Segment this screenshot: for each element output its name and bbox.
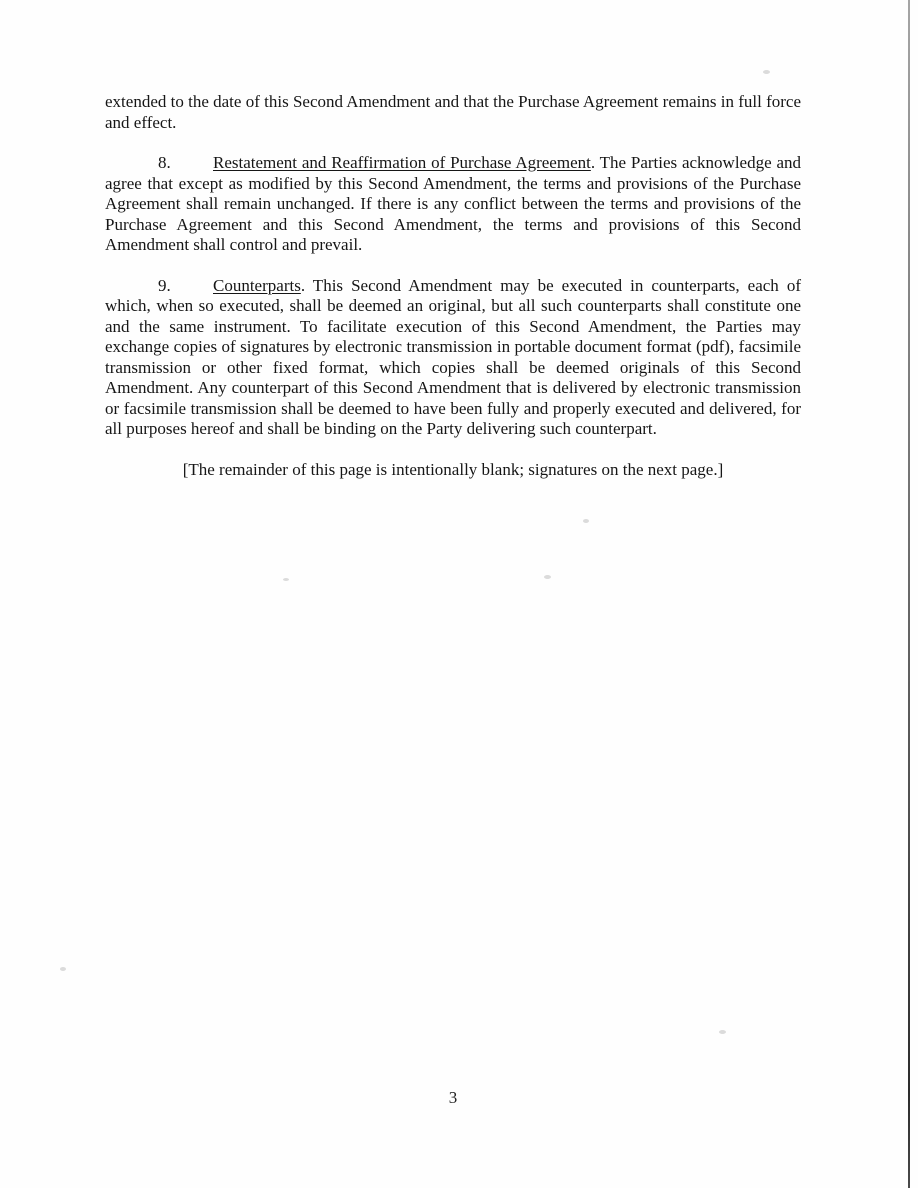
scan-edge-line: [908, 0, 910, 1188]
section-8-paragraph: [105, 153, 801, 256]
scan-speck: [719, 1030, 726, 1034]
section-8-number: 8.: [158, 153, 171, 172]
section-9-number: 9.: [158, 275, 171, 295]
section-9-paragraph: [105, 276, 801, 440]
scan-speck: [544, 575, 551, 579]
section-8-heading: Restatement and Reaffirmation of Purchase Agreement: [213, 153, 591, 172]
page-number: 3: [448, 1088, 458, 1107]
document-text-block: [105, 92, 801, 500]
continuation-paragraph: extended to the date of this Second Amendment and that the Purchase Agreement remains in full force and effect.: [105, 92, 801, 132]
scan-speck: [283, 578, 289, 581]
section-9-body: . This Second Amendment may be executed in counterparts, each of which, when so executed, shall be deemed an original, but all such counterparts shall constitute one and the same instrument. To facilitate execution of this Second Amendment, the Parties may exchange copies of signatures by electronic transmission in portable document format (pdf), facsimile transmission or other fixed format, which copies shall be deemed originals of this Second Amendment. Any counterpart of this Second Amendment that is delivered by electronic transmission or facsimile transmission shall be deemed to have been fully and properly executed and delivered, for all purposes hereof and shall be binding on the Party delivering such counterpart.: [105, 275, 801, 438]
scan-speck: [763, 70, 770, 74]
scan-speck: [60, 967, 66, 971]
section-9-heading: Counterparts: [213, 275, 301, 295]
scan-speck: [583, 519, 589, 523]
blank-page-notice: [The remainder of this page is intentionally blank; signatures on the next page.]: [182, 459, 724, 479]
section-8-body: . The Parties acknowledge and agree that except as modified by this Second Amendment, the terms and provisions of the Purchase Agreement shall remain unchanged. If there is any conflict between the terms and provisions of the Purchase Agreement and this Second Amendment, the terms and provisions of this Second Amendment shall control and prevail.: [105, 153, 801, 254]
